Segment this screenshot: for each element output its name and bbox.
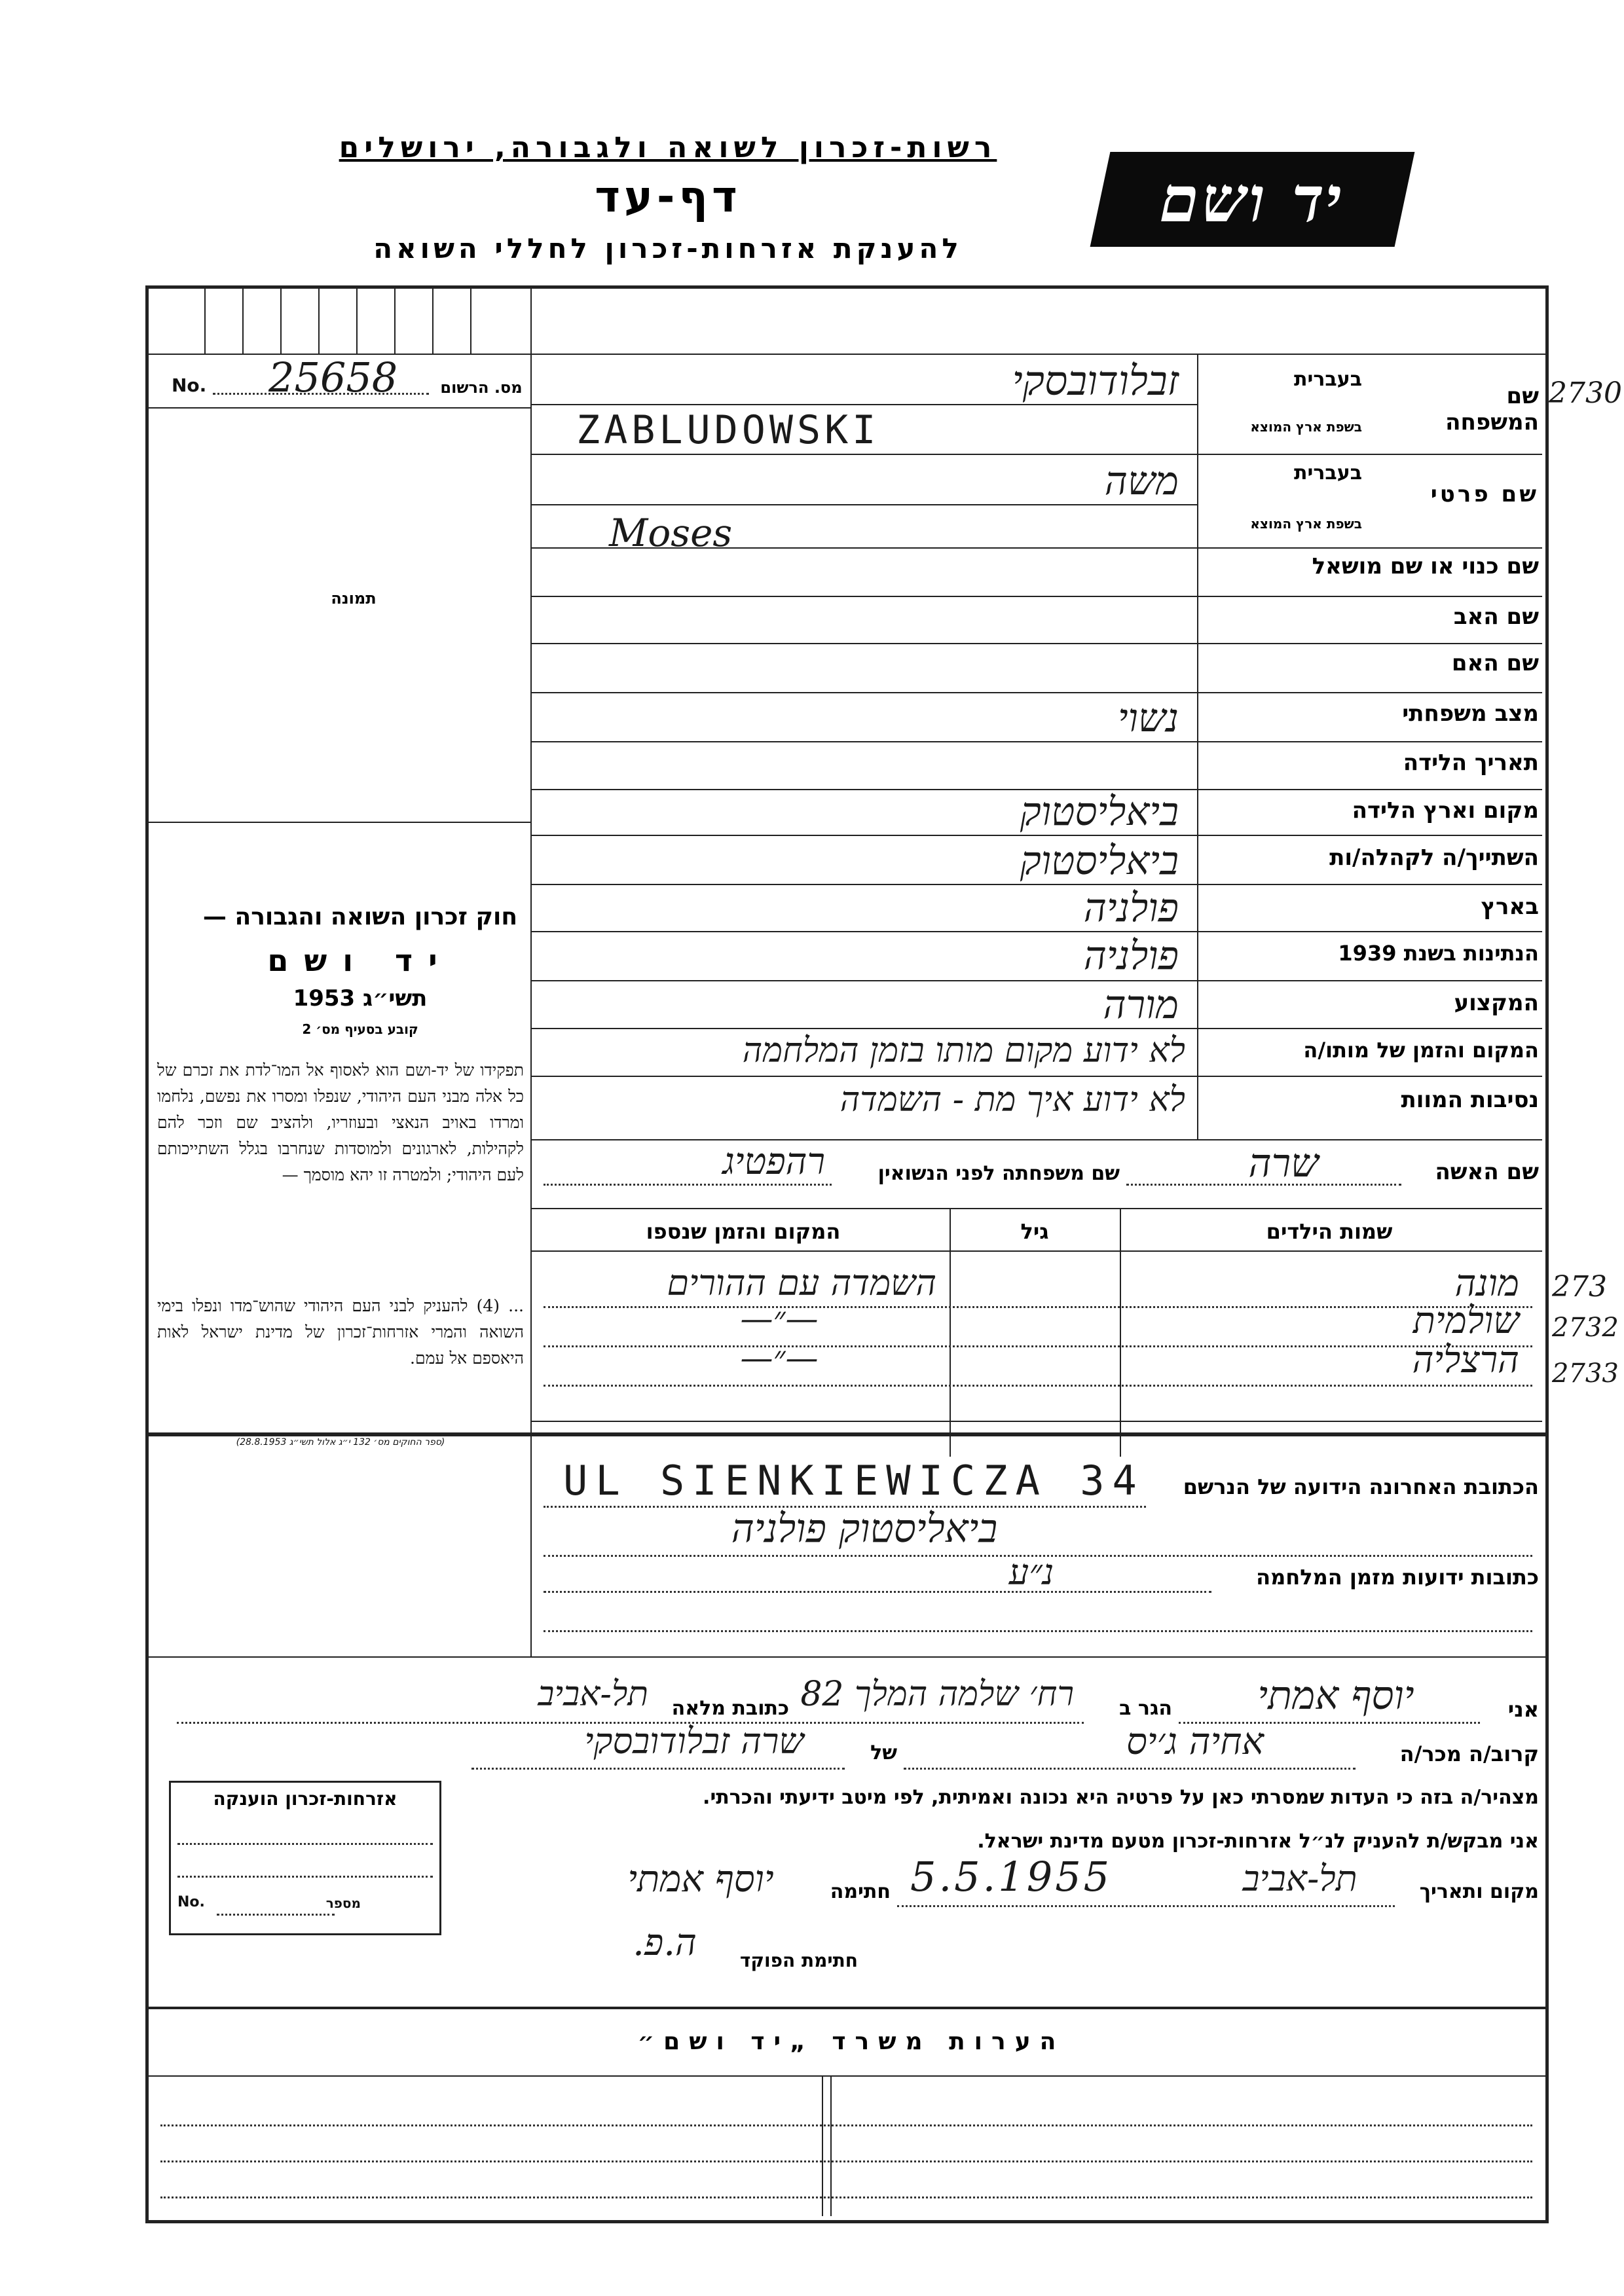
- registration-rule: [149, 407, 532, 409]
- law-text-citizenship: ... (4) להעניק לבני העם היהודי שהוש־מדו ונפלו בימי השואה והמרי אזרחות־זכרון של מדינת ישראל לאות היאספם אל עמם.: [157, 1296, 524, 1368]
- law-citation: (ספר החוקים מס׳ 132 י״ג אלול תשי״ג 28.8.1953): [236, 1437, 445, 1448]
- citizenship-box-line-2: [177, 1876, 433, 1878]
- last-address-line-1: UL SIENKIEWICZA 34: [563, 1457, 1145, 1504]
- margin-number-4: 2733: [1552, 1358, 1619, 1389]
- death-place-value: לא ידוע מקום מותו בזמן המלחמה: [742, 1031, 1185, 1070]
- declarant-name: יוסף אמתי: [1257, 1673, 1414, 1719]
- office-notes-divider-a: [822, 2075, 823, 2216]
- citizenship-1939-label: הנתינות בשנת 1939: [1338, 941, 1539, 966]
- strip-tick-7: [432, 289, 434, 354]
- children-row-line-3: [544, 1385, 1532, 1387]
- declarant-full-address-label: כתובת מלאה: [671, 1697, 789, 1720]
- children-bottom-rule: [532, 1421, 1542, 1422]
- family-name-native-label: בשפת ארץ המוצא: [1250, 419, 1362, 435]
- child-name-3: הרצליה: [1412, 1339, 1519, 1381]
- mother-name-label: שם האם: [1451, 650, 1539, 676]
- wife-name-label: שם האשה: [1435, 1159, 1539, 1185]
- request-text: אני מבקש/ת להעניק לנ״ל אזרחות-זכרון מטעם מדינת ישראל.: [977, 1830, 1539, 1853]
- strip-tick-2: [242, 289, 244, 354]
- law-name: יד ושם: [267, 943, 453, 978]
- strip-tick-8: [470, 289, 471, 354]
- first-name-label: שם פרטי: [1430, 481, 1539, 507]
- children-names-header: שמות הילדים: [1266, 1219, 1393, 1244]
- office-notes-header-rule: [149, 2075, 1545, 2077]
- office-notes-top-rule: [149, 2007, 1545, 2009]
- family-name-label: שם המשפחה: [1445, 383, 1539, 435]
- logo-text: יד ושם: [1152, 162, 1353, 236]
- declarant-street: רח׳ שלמה המלך 82: [800, 1675, 1074, 1714]
- declarant-city: תל-אביב: [538, 1675, 648, 1714]
- death-cause-value: לא ידוע איך מת - השמדה: [840, 1080, 1185, 1120]
- declarant-i-label: אני: [1507, 1697, 1539, 1722]
- signature-label: חתימה: [830, 1880, 891, 1903]
- office-notes-line-3: [160, 2196, 1532, 2198]
- wife-maiden-value: רהפטיג: [722, 1140, 825, 1183]
- community-value: ביאליסטוק: [1020, 838, 1179, 884]
- relation-dotted: [904, 1768, 1356, 1770]
- row-rule-community: [532, 835, 1542, 836]
- office-notes-divider-b: [830, 2075, 832, 2216]
- strip-tick-6: [394, 289, 396, 354]
- nickname-label: שם כנוי או שם מושאל: [1312, 553, 1539, 579]
- children-place-header: המקום והזמן שנספו: [646, 1219, 841, 1244]
- relation-of-dotted: [471, 1768, 845, 1770]
- row-rule-occupation: [532, 980, 1542, 981]
- registration-label: מס. הרשום: [440, 378, 523, 397]
- row-rule-birth-date: [532, 741, 1542, 742]
- row-rule-first-native: [532, 504, 1197, 505]
- children-header-rule: [532, 1250, 1542, 1252]
- war-address-dotted-2: [544, 1630, 1532, 1632]
- death-cause-label: נסיבות המוות: [1401, 1087, 1539, 1113]
- label-column-divider: [1197, 354, 1198, 1140]
- child-place-1: השמדה עם ההורים: [667, 1262, 936, 1303]
- family-name-native-value: ZABLUDOWSKI: [576, 407, 880, 453]
- form-subtitle: להענקת אזרחות-זכרון לחללי השואה: [373, 232, 963, 264]
- registration-no-prefix: No.: [172, 374, 207, 396]
- margin-number-2: 273: [1552, 1270, 1607, 1303]
- country-label: בארץ: [1481, 894, 1539, 920]
- family-name-hebrew-value: זבלודובסקי: [1012, 357, 1179, 405]
- first-name-native-label: בשפת ארץ המוצא: [1250, 516, 1362, 532]
- children-col-divider-1: [1120, 1208, 1121, 1457]
- declaration-text: מצהיר/ה בזה כי העדות שמסרתי כאן על פרטיה היא נכונה ואמיתית, לפי מיטב ידיעתי והכרתי.: [703, 1786, 1539, 1809]
- row-rule-father: [532, 596, 1542, 597]
- date-value: 5.5.1955: [910, 1853, 1113, 1901]
- wife-maiden-label: שם משפחתה לפני הנשואין: [877, 1162, 1120, 1185]
- strip-tick-4: [318, 289, 320, 354]
- child-place-3: —״—: [740, 1339, 819, 1377]
- place-date-label: מקום ותאריך: [1419, 1880, 1539, 1903]
- officer-signature-value: ה.פ.: [633, 1922, 697, 1964]
- relation-label: קרוב/ה מכר/ה: [1399, 1741, 1539, 1766]
- office-notes-line-1: [160, 2124, 1532, 2126]
- place-value: תל-אביב: [1242, 1858, 1357, 1899]
- children-age-header: גיל: [1020, 1219, 1049, 1244]
- form-title: דף-עד: [595, 172, 741, 222]
- strip-tick-5: [356, 289, 358, 354]
- first-name-hebrew-value: משה: [1104, 458, 1179, 504]
- last-address-label: הכתובת האחרונה הידועה של הנרשם: [1183, 1474, 1539, 1499]
- marital-status-value: נשוי: [1117, 695, 1179, 741]
- row-rule-death-place: [532, 1028, 1542, 1029]
- wife-name-value: שרה: [1248, 1140, 1319, 1186]
- photo-bottom-rule: [149, 822, 532, 823]
- relation-of-label: של: [870, 1741, 897, 1764]
- law-clause: קובע בסעיף מס׳ 2: [302, 1021, 418, 1037]
- authority-title: רשות-זכרון לשואה ולגבורה, ירושלים: [339, 131, 997, 164]
- row-rule-death-cause: [532, 1076, 1542, 1077]
- community-label: השתייך/ה לקהלה/ות: [1329, 845, 1539, 871]
- wife-maiden-dotted-line: [544, 1184, 832, 1186]
- address-section-top: [149, 1432, 1545, 1436]
- officer-signature-label: חתימת הפוקד: [739, 1950, 858, 1971]
- place-date-dotted: [897, 1905, 1395, 1907]
- occupation-label: המקצוע: [1454, 990, 1539, 1016]
- wife-row-rule: [532, 1208, 1542, 1209]
- first-name-native-value: Moses: [609, 511, 733, 555]
- row-rule-first-name: [532, 454, 1542, 455]
- office-notes-title: הערות משרד „יד ושם״: [637, 2028, 1065, 2055]
- war-address-value: נ״ע: [1008, 1552, 1054, 1593]
- row-rule-marital: [532, 692, 1542, 693]
- father-name-label: שם האב: [1453, 604, 1539, 630]
- last-address-line-2: ביאליסטוק פולניה: [731, 1506, 998, 1552]
- child-place-2: —״—: [740, 1300, 819, 1338]
- war-address-dotted-1: [544, 1591, 1211, 1593]
- children-col-divider-2: [950, 1208, 951, 1457]
- family-name-hebrew-label: בעברית: [1294, 368, 1362, 391]
- death-place-label: המקום והזמן של מותו/ה: [1303, 1038, 1539, 1063]
- relation-value: אחיה ג׳יס: [1126, 1721, 1264, 1763]
- citizenship-box-no: No.: [177, 1894, 205, 1910]
- photo-label: תמונה: [331, 589, 377, 608]
- citizenship-box-number-line: [217, 1914, 335, 1916]
- citizenship-box-title: אזרחות-זכרון הוענקה: [213, 1788, 397, 1810]
- strip-tick-1: [204, 289, 206, 354]
- yad-vashem-logo: [1090, 152, 1415, 247]
- child-name-1: מונה: [1454, 1262, 1519, 1305]
- declarant-resident-label: הגר ב: [1119, 1697, 1172, 1720]
- strip-tick-3: [280, 289, 282, 354]
- law-text-purpose: תפקידו של יד-ושם הוא לאסוף אל המו־לדת את זכרם של כל אלה מבני העם היהודי, שנפלו ומסרו את נפשם, נלחמו ומרדו באויב הנאצי ובעוזריו, ולהציב שם וזכר להם לקהילות, לארגונים ולמוסדות שנחרבו בגלל השתייכותם לעם היהודי; ולמטרה זו יהא מוסמך —: [157, 1061, 524, 1184]
- row-rule-mother: [532, 643, 1542, 644]
- citizenship-granted-box: [169, 1781, 441, 1935]
- birth-place-label: מקום וארץ הלידה: [1352, 797, 1539, 824]
- frame-left-column-divider: [530, 289, 532, 1657]
- marital-status-label: מצב משפחתי: [1402, 701, 1539, 727]
- relation-of-value: שרה זבלודובסקי: [584, 1721, 804, 1762]
- citizenship-1939-value: פולניה: [1083, 933, 1179, 979]
- country-value: פולניה: [1083, 885, 1179, 931]
- margin-number-3: 2732: [1552, 1313, 1619, 1343]
- law-title: חוק זכרון השואה והגבורה —: [202, 903, 518, 930]
- war-address-label: כתובות ידועות מזמן המלחמה: [1256, 1565, 1539, 1590]
- citizenship-box-line-1: [177, 1843, 433, 1845]
- office-notes-line-2: [160, 2160, 1532, 2162]
- birth-date-label: תאריך הלידה: [1403, 750, 1539, 776]
- first-name-hebrew-label: בעברית: [1294, 462, 1362, 484]
- law-year: תשי״ג 1953: [293, 985, 428, 1011]
- child-name-2: שולמית: [1412, 1300, 1519, 1342]
- occupation-value: מורה: [1103, 982, 1179, 1028]
- signature-value: יוסף אמתי: [627, 1858, 774, 1901]
- citizenship-box-number-label: מספר: [325, 1895, 361, 1911]
- birth-place-value: ביאליסטוק: [1020, 789, 1179, 835]
- margin-number-1: 2730: [1549, 376, 1622, 410]
- registration-number: 25658: [268, 354, 398, 401]
- address-section-bottom: [149, 1656, 1545, 1658]
- row-rule-citizenship: [532, 931, 1542, 932]
